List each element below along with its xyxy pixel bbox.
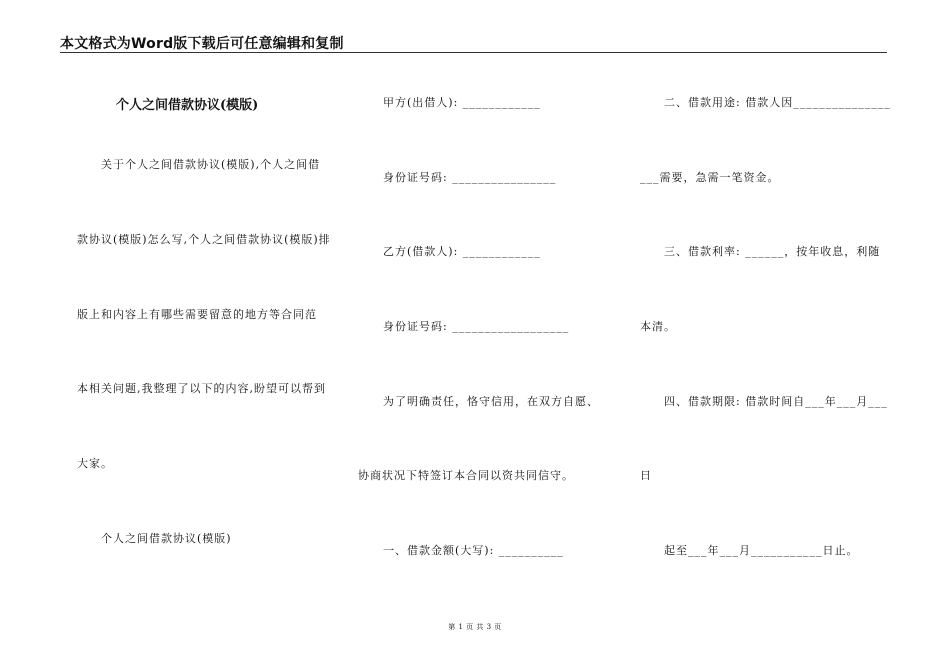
text-line: 关于个人之间借款协议(模版),个人之间借 [101, 158, 321, 171]
document-title: 个人之间借款协议(模版) [116, 98, 259, 113]
text-line: 日 [640, 469, 652, 482]
header-title: 本文格式为Word版下载后可任意编辑和复制 [60, 36, 344, 52]
loan-amount-field: 一、借款金额(大写): __________ [383, 544, 564, 557]
borrower-field: 乙方(借款人): ____________ [383, 245, 541, 258]
interest-rate-clause: 三、借款利率: ______，按年收息，利随 [664, 245, 881, 258]
text-line: 本相关问题,我整理了以下的内容,盼望可以帮到 [77, 382, 326, 395]
text-line: ___需要，急需一笔资金。 [640, 171, 780, 184]
text-line: 款协议(模版)怎么写,个人之间借款协议(模版)排 [77, 233, 331, 246]
text-line: 协商状况下特签订本合同以资共同信守。 [358, 469, 574, 482]
lender-id-field: 身份证号码: ________________ [383, 171, 557, 184]
text-line: 版上和内容上有哪些需要留意的地方等合同范 [77, 308, 317, 321]
section-heading: 个人之间借款协议(模版) [101, 532, 232, 545]
text-line: 本清。 [640, 320, 676, 333]
header-divider [60, 52, 887, 53]
loan-term-clause: 四、借款期限: 借款时间自___年___月___ [664, 395, 888, 408]
page-number: 第 1 页 共 3 页 [448, 623, 502, 631]
lender-field: 甲方(出借人): ____________ [383, 96, 541, 109]
text-line: 为了明确责任，恪守信用，在双方自愿、 [383, 395, 599, 408]
text-line: 起至___年___月___________日止。 [664, 544, 859, 557]
text-line: 大家。 [77, 457, 113, 470]
loan-purpose-clause: 二、借款用途: 借款人因_______________ [664, 96, 891, 109]
borrower-id-field: 身份证号码: __________________ [383, 320, 570, 333]
